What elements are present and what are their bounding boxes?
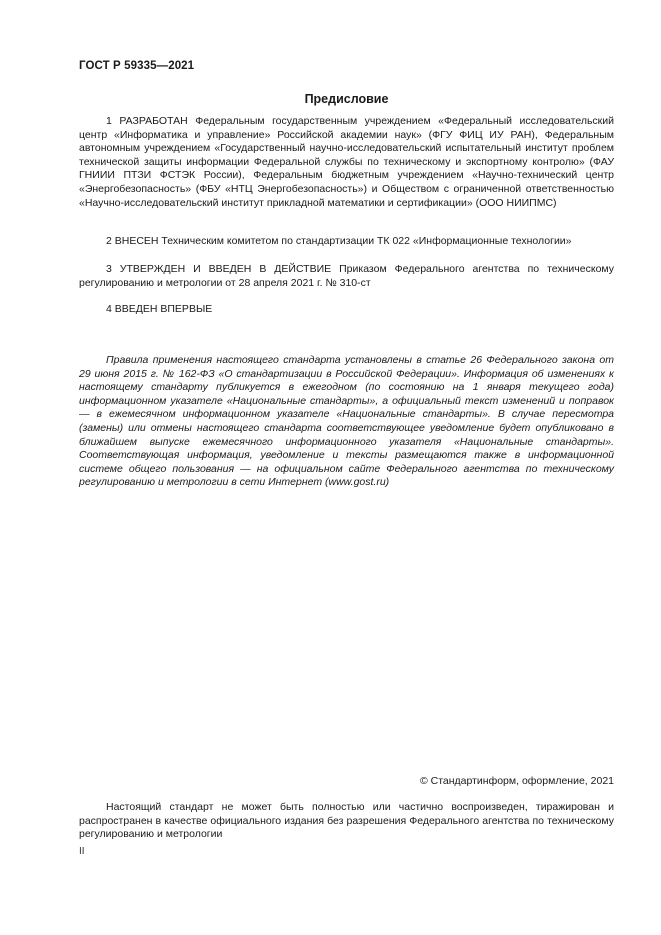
rights-text: Настоящий стандарт не может быть полностью или частично воспроизведен, тиражирован и распространен в качестве официального издания без разрешения Федерального агентства по техническому регулированию и метрологии (79, 801, 614, 841)
foreword-paragraph-4 (79, 303, 614, 317)
notice-text: Правила применения настоящего стандарта установлены в статье 26 Федерального закона от 29 июня 2015 г. № 162-ФЗ «О стандартизации в Российской Федерации». Информация об изменениях к настоящему стандарту публикуется в ежегодном (по состоянию на 1 января текущего года) информационном указателе «Национальные стандарты», а официальный текст изменений и поправок — в ежемесячном информационном указателе «Национальные стандарты». В случае пересмотра (замены) или отмены настоящего стандарта соответствующее уведомление будет опубликовано в ближайшем выпуске ежемесячного информационного указателя «Национальные стандарты». Соответствующая информация, уведомление и тексты размещаются также в информационной системе общего пользования — на официальном сайте Федерального агентства по техническому регулированию и метрологии в сети Интернет (www.gost.ru) (79, 354, 614, 489)
section-title: Предисловие (304, 92, 389, 106)
copyright-line: © Стандартинформ, оформление, 2021 (419, 775, 614, 787)
paragraph-text: 2 ВНЕСЕН Техническим комитетом по стандартизации ТК 022 «Информационные технологии» (106, 235, 572, 247)
document-code: ГОСТ Р 59335—2021 (79, 60, 195, 72)
foreword-paragraph-2 (79, 235, 614, 249)
paragraph-text: 3 УТВЕРЖДЕН И ВВЕДЕН В ДЕЙСТВИЕ Приказом Федерального агентства по техническому регулированию и метрологии от 28 апреля 2021 г. № 310-ст (79, 263, 614, 289)
page-number: II (79, 846, 85, 857)
application-rules-notice (79, 354, 614, 490)
paragraph-text: 4 ВВЕДЕН ВПЕРВЫЕ (106, 303, 213, 315)
foreword-paragraph-1 (79, 115, 614, 210)
foreword-paragraph-3 (79, 263, 614, 290)
paragraph-text: 1 РАЗРАБОТАН Федеральным государственным учреждением «Федеральный исследовательский центр «Информатика и управление» Российской академии наук» (ФГУ ФИЦ ИУ РАН), Федеральным автономным учреждением «Государственный научно-исследовательский испытательный институт проблем технической защиты информации Федеральной службы по техническому и экспортному контролю» (ФАУ ГНИИИ ПТЗИ ФСТЭК России), Федеральным бюджетным учреждением «Научно-технический центр «Энергобезопасность» (ФБУ «НТЦ Энергобезопасность») и Обществом с ограниченной ответственностью «Научно-исследовательский институт прикладной математики и сертификации» (ООО НИИПМС) (79, 115, 614, 209)
reproduction-rights-notice (79, 801, 614, 842)
